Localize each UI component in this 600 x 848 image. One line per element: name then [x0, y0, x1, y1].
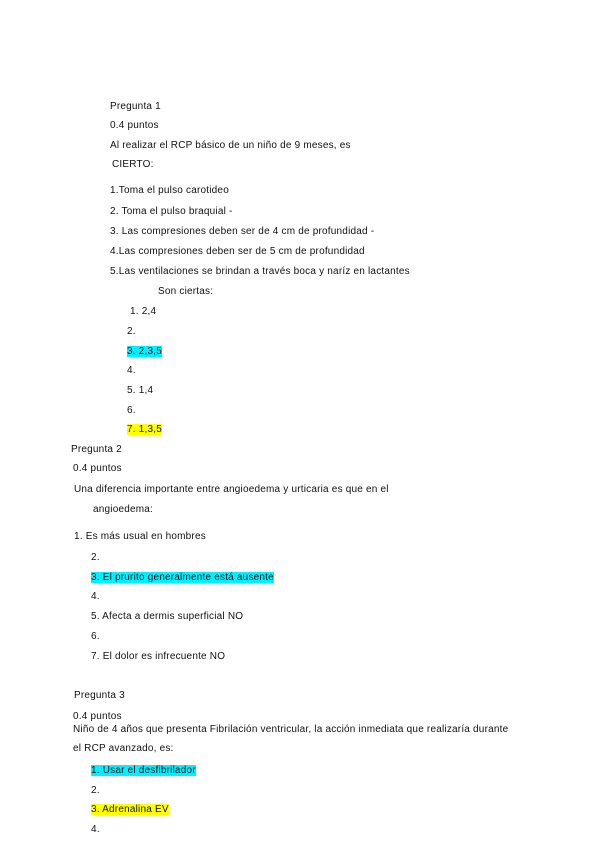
- q2-option-3-text: 3. El prurito generalmente está ausente: [91, 572, 274, 583]
- statement-1: 1.Toma el pulso carotideo: [110, 185, 229, 196]
- question-3-stem-cont: el RCP avanzado, es:: [73, 743, 174, 754]
- q2-option-2: 2.: [91, 552, 100, 563]
- q3-option-1-highlighted: [91, 764, 196, 777]
- q2-option-3-highlighted: [91, 571, 274, 584]
- question-1-title: Pregunta 1: [110, 101, 161, 112]
- q1-option-5: 5. 1,4: [127, 385, 154, 396]
- question-2-title: Pregunta 2: [71, 444, 122, 455]
- statement-3: 3. Las compresiones deben ser de 4 cm de profundidad -: [110, 226, 375, 237]
- question-1-stem-cont: CIERTO:: [112, 159, 154, 170]
- statement-5: 5.Las ventilaciones se brindan a través boca y naríz en lactantes: [110, 266, 410, 277]
- q1-option-3-highlighted: [127, 345, 162, 358]
- question-1-points: 0.4 puntos: [110, 120, 159, 131]
- q2-option-1: 1. Es más usual en hombres: [74, 531, 206, 542]
- q1-option-2: 2.: [127, 326, 136, 337]
- statement-2: 2. Toma el pulso braquial -: [110, 206, 233, 217]
- q1-option-4: 4.: [127, 365, 136, 376]
- q1-option-6: 6.: [127, 405, 136, 416]
- question-2-points: 0.4 puntos: [73, 463, 122, 474]
- question-3-stem: Niño de 4 años que presenta Fibrilación ventricular, la acción inmediata que realizaría durante: [73, 724, 509, 735]
- q2-option-4: 4.: [91, 591, 100, 602]
- q3-option-3-text: 3. Adrenalina EV: [91, 804, 169, 815]
- statement-4: 4.Las compresiones deben ser de 5 cm de profundidad: [110, 246, 365, 257]
- question-1-prompt: Son ciertas:: [158, 286, 214, 297]
- q1-option-3-text: 3. 2,3,5: [127, 346, 162, 357]
- q2-option-6: 6.: [91, 631, 100, 642]
- q1-option-7-text: 7. 1,3,5: [127, 424, 162, 435]
- q3-option-1-text: 1. Usar el desfibrilador: [91, 765, 196, 776]
- question-3-points: 0.4 puntos: [73, 711, 122, 722]
- question-3-title: Pregunta 3: [74, 690, 125, 701]
- question-1-stem: Al realizar el RCP básico de un niño de 9 meses, es: [110, 140, 351, 151]
- question-2-stem: Una diferencia importante entre angioedema y urticaria es que en el: [74, 484, 389, 495]
- q1-option-7-highlighted: [127, 423, 162, 436]
- q2-option-5: 5. Afecta a dermis superficial NO: [91, 611, 244, 622]
- question-2-stem-cont: angioedema:: [93, 504, 154, 515]
- q3-option-4: 4.: [91, 824, 100, 835]
- q2-option-7: 7. El dolor es infrecuente NO: [91, 651, 226, 662]
- q1-option-1: 1. 2,4: [130, 306, 157, 317]
- q3-option-3-highlighted: [91, 803, 169, 816]
- q3-option-2: 2.: [91, 785, 100, 796]
